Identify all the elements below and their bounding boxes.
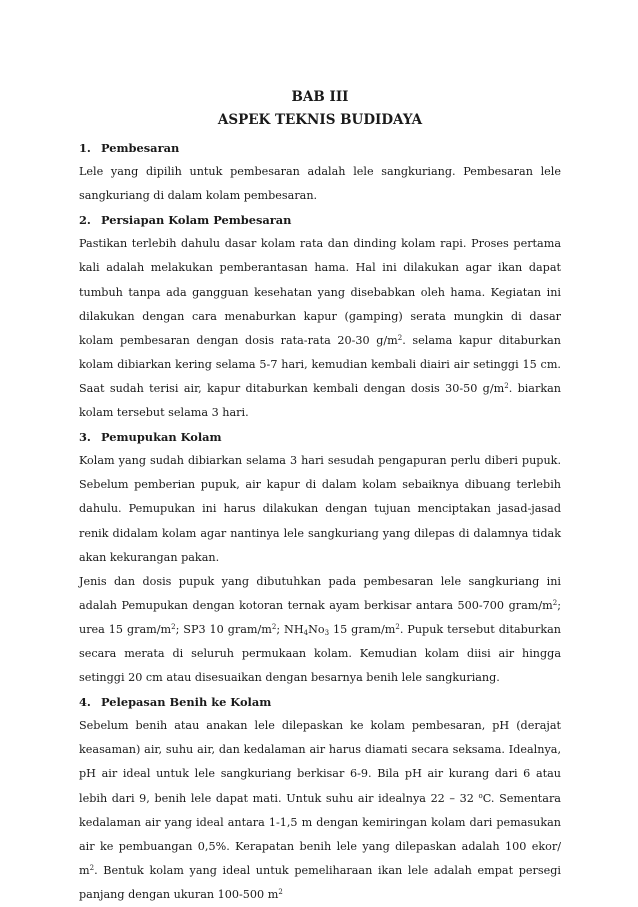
subscript: 3: [324, 628, 330, 637]
superscript: 2: [278, 887, 283, 896]
section-title: Pembesaran: [101, 141, 180, 155]
chapter-title: ASPEK TEKNIS BUDIDAYA: [217, 112, 423, 128]
text-run: . biarkan kolam tersebut selama 3 hari.: [79, 381, 561, 420]
text-run: C. Sementara kedalaman air yang ideal antara 1-1,5 m dengan kemiringan kolam dari pemasukan air ke pembuangan 0,5%. Kerapatan benih lele yang dilepaskan adalah 100 ekor/ m: [79, 791, 561, 877]
section-heading-1: [79, 136, 561, 160]
section-heading-2: [79, 208, 561, 232]
text-run: ; urea 15 gram/m: [79, 598, 561, 636]
subscript: 4: [303, 628, 309, 637]
paragraph: Lele yang dipilih untuk pembesaran adalah lele sangkuriang. Pembesaran lele sangkuriang di dalam kolam pembesaran.: [79, 165, 561, 203]
superscript: 2: [89, 863, 95, 872]
text-run: . selama kapur ditaburkan kolam dibiarkan kering selama 5-7 hari, kemudian kembali diairi air setinggi 15 cm. Saat sudah terisi air, kapur ditaburkan kembali dengan dosis 30-50 g/m: [79, 333, 561, 395]
section-heading-3: [79, 425, 561, 449]
text-run: Sebelum benih atau anakan lele dilepaskan ke kolam pembesaran, pH (derajat keasaman) air, suhu air, dan kedalaman air harus diamati secara seksama. Idealnya, pH air ideal untuk lele sangkuriang berkisar 6-9. Bila pH air kurang dari 6 atau lebih dari 9, benih lele dapat mati. Untuk suhu air idealnya 22 – 32: [79, 719, 561, 805]
text-run: . Pupuk tersebut ditaburkan secara merata di seluruh permukaan kolam. Kemudian kolam diisi air hingga setinggi 20 cm atau disesuaikan dengan besarnya benih lele sangkuriang.: [79, 622, 562, 685]
text-run: . Bentuk kolam yang ideal untuk pemeliharaan ikan lele adalah empat persegi panjang dengan ukuran 100-500 m: [79, 863, 561, 901]
text-run: ; SP3 10 gram/m: [175, 622, 272, 636]
paragraph: Kolam yang sudah dibiarkan selama 3 hari sesudah pengapuran perlu diberi pupuk. Sebelum pemberian pupuk, air kapur di dalam kolam sebaiknya dibuang terlebih dahulu. Pemupukan ini harus dilakukan dengan tujuan menciptakan jasad-jasad renik didalam kolam agar nantinya lele sangkuriang yang dilepas di dalamnya tidak akan kekurangan pakan.: [79, 454, 561, 564]
paragraph: [79, 570, 561, 690]
section-title: Pelepasan Benih ke Kolam: [101, 695, 272, 710]
section-number: 1.: [79, 141, 91, 155]
superscript: 2: [504, 381, 509, 390]
text-run: Pastikan terlebih dahulu dasar kolam rata dan dinding kolam rapi. Proses pertama kali adalah melakukan pemberantasan hama. Hal ini dilakukan agar ikan dapat tumbuh tanpa ada gangguan kesehatan yang disebabkan oleh hama. Kegiatan ini dilakukan dengan cara menaburkan kapur (gamping) serata mungkin di dasar kolam pembesaran dengan dosis rata-rata 20-30 g/m: [79, 237, 561, 347]
superscript: 2: [552, 598, 558, 607]
text-run: Jenis dan dosis pupuk yang dibutuhkan pada pembesaran lele sangkuriang ini adalah Pemupukan dengan kotoran ternak ayam berkisar antara 500-700 gram/m: [79, 574, 561, 612]
section-title: Persiapan Kolam Pembesaran: [101, 213, 292, 228]
chapter-label: BAB III: [291, 89, 349, 105]
section-number: 3.: [79, 430, 91, 445]
text-run: ; NH: [276, 622, 304, 636]
text-run: No: [308, 622, 325, 636]
section-number: 2.: [79, 213, 91, 228]
superscript: o: [478, 791, 483, 800]
superscript: 2: [271, 622, 277, 631]
text-run: 15 gram/m: [329, 622, 396, 636]
section-heading-4: [79, 690, 561, 714]
section-number: 4.: [79, 695, 91, 710]
paragraph: [79, 232, 561, 425]
paragraph: [79, 714, 561, 907]
superscript: 2: [397, 333, 403, 342]
superscript: 2: [171, 622, 176, 631]
section-title: Pemupukan Kolam: [101, 430, 222, 445]
superscript: 2: [395, 622, 400, 631]
document-page: [79, 86, 561, 907]
